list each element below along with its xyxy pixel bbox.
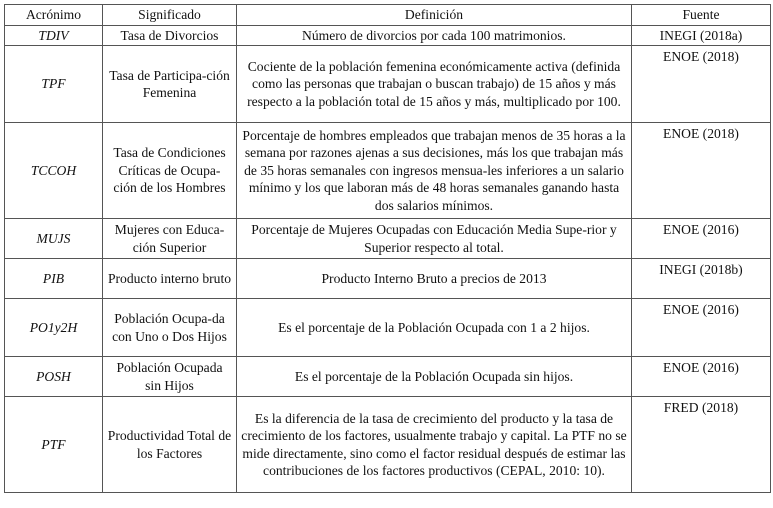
table-row bbox=[5, 397, 771, 493]
table-row bbox=[5, 26, 771, 46]
source-cell: FRED (2018) bbox=[632, 397, 771, 493]
meaning-cell: Productividad Total de los Factores bbox=[103, 397, 237, 493]
meaning-cell: Producto interno bruto bbox=[103, 259, 237, 299]
acronym-cell: TDIV bbox=[5, 26, 103, 46]
acronym-cell: MUJS bbox=[5, 219, 103, 259]
header-acronym: Acrónimo bbox=[5, 5, 103, 26]
definition-cell: Cociente de la población femenina económicamente activa (definida como las personas que trabajan o buscan trabajo) de 15 años y más respecto a la población total de 15 años y más, multiplicado por 100. bbox=[237, 46, 632, 123]
meaning-cell: Tasa de Divorcios bbox=[103, 26, 237, 46]
table-row bbox=[5, 219, 771, 259]
meaning-cell: Población Ocupada sin Hijos bbox=[103, 357, 237, 397]
meaning-cell: Mujeres con Educa-ción Superior bbox=[103, 219, 237, 259]
meaning-cell: Tasa de Participa-ción Femenina bbox=[103, 46, 237, 123]
header-definition: Definición bbox=[237, 5, 632, 26]
header-row bbox=[5, 5, 771, 26]
definition-cell: Producto Interno Bruto a precios de 2013 bbox=[237, 259, 632, 299]
table-row bbox=[5, 357, 771, 397]
source-cell: ENOE (2016) bbox=[632, 357, 771, 397]
source-cell: INEGI (2018a) bbox=[632, 26, 771, 46]
table-row bbox=[5, 46, 771, 123]
table-row bbox=[5, 299, 771, 357]
definition-cell: Es el porcentaje de la Población Ocupada con 1 a 2 hijos. bbox=[237, 299, 632, 357]
table-row bbox=[5, 259, 771, 299]
source-cell: ENOE (2018) bbox=[632, 46, 771, 123]
acronym-cell: PIB bbox=[5, 259, 103, 299]
meaning-cell: Tasa de Condiciones Críticas de Ocupa-ción de los Hombres bbox=[103, 123, 237, 219]
acronym-cell: PTF bbox=[5, 397, 103, 493]
definition-cell: Porcentaje de hombres empleados que trabajan menos de 35 horas a la semana por razones ajenas a sus decisiones, más los que trabajan más de 35 horas semanales con ingresos mensua-les inferiores a un salario mínimo y los que laboran más de 48 horas semanales ganando hasta dos salarios mínimos. bbox=[237, 123, 632, 219]
header-meaning: Significado bbox=[103, 5, 237, 26]
source-cell: ENOE (2018) bbox=[632, 123, 771, 219]
source-cell: ENOE (2016) bbox=[632, 219, 771, 259]
definition-cell: Porcentaje de Mujeres Ocupadas con Educación Media Supe-rior y Superior respecto al total. bbox=[237, 219, 632, 259]
definition-cell: Número de divorcios por cada 100 matrimonios. bbox=[237, 26, 632, 46]
acronym-cell: TCCOH bbox=[5, 123, 103, 219]
acronym-cell: POSH bbox=[5, 357, 103, 397]
source-cell: ENOE (2016) bbox=[632, 299, 771, 357]
definition-cell: Es la diferencia de la tasa de crecimiento del producto y la tasa de crecimiento de los factores, usualmente trabajo y capital. La PTF no se mide directamente, sino como el factor residual después de estimar las contribuciones de los factores productivos (CEPAL, 2010: 10). bbox=[237, 397, 632, 493]
meaning-cell: Población Ocupa-da con Uno o Dos Hijos bbox=[103, 299, 237, 357]
source-cell: INEGI (2018b) bbox=[632, 259, 771, 299]
table-row bbox=[5, 123, 771, 219]
header-source: Fuente bbox=[632, 5, 771, 26]
definition-cell: Es el porcentaje de la Población Ocupada sin hijos. bbox=[237, 357, 632, 397]
acronym-cell: TPF bbox=[5, 46, 103, 123]
definitions-table bbox=[4, 4, 771, 493]
acronym-cell: PO1y2H bbox=[5, 299, 103, 357]
